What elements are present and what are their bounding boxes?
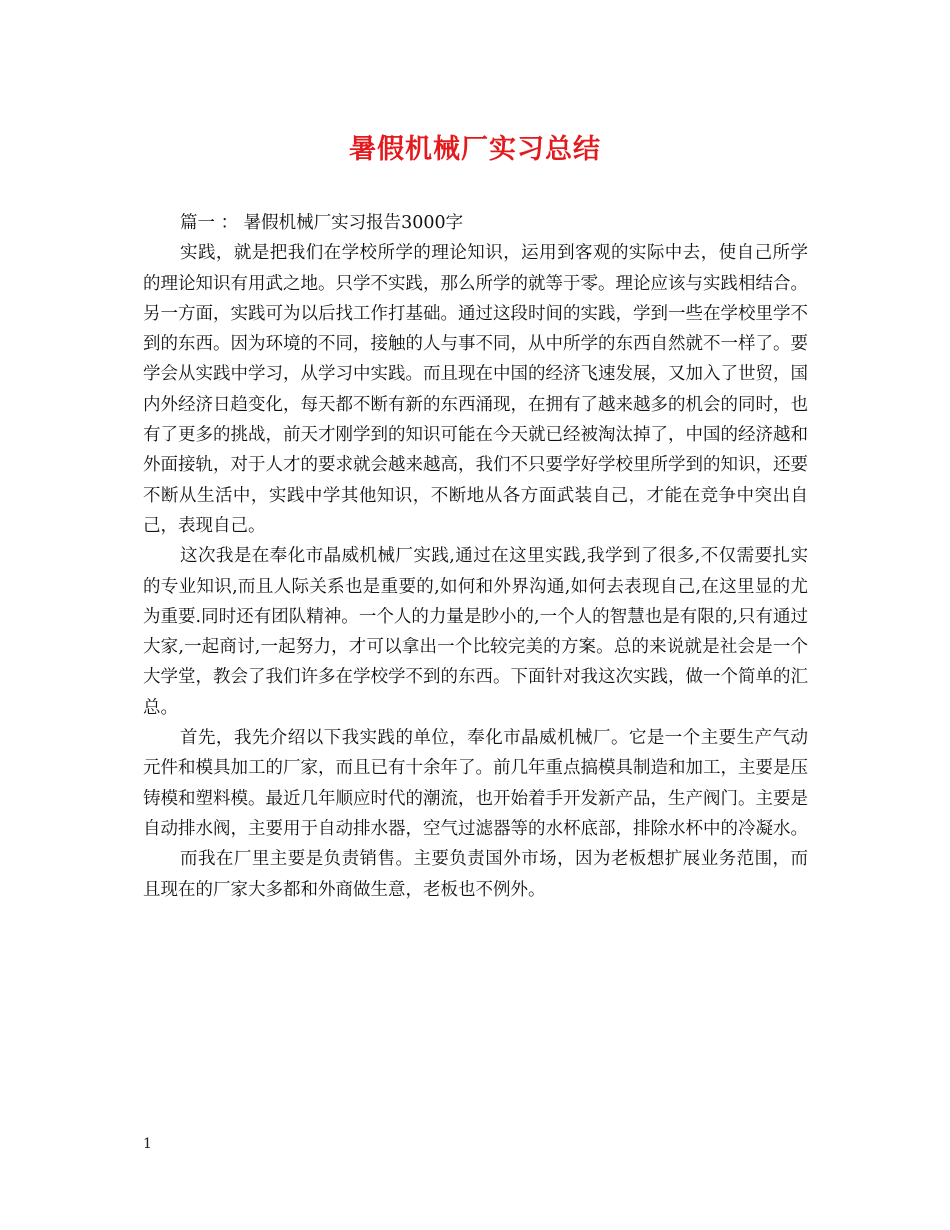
body-paragraph: 实践，就是把我们在学校所学的理论知识，运用到客观的实际中去，使自己所学的理论知识有用武之地。只学不实践，那么所学的就等于零。理论应该与实践相结合。另一方面，实践可为以后找工作打基础。通过这段时间的实践，学到一些在学校里学不到的东西。因为环境的不同，接触的人与事不同，从中所学的东西自然就不一样了。要学会从实践中学习，从学习中实践。而且现在中国的经济飞速发展，又加入了世贸，国内外经济日趋变化，每天都不断有新的东西涌现，在拥有了越来越多的机会的同时，也有了更多的挑战，前天才刚学到的知识可能在今天就已经被淘汰掉了，中国的经济越和外面接轨，对于人才的要求就会越来越高，我们不只要学好学校里所学到的知识，还要不断从生活中，实践中学其他知识，不断地从各方面武装自己，才能在竞争中突出自己，表现自己。: [143, 243, 808, 536]
body-paragraph: 首先，我先介绍以下我实践的单位，奉化市晶威机械厂。它是一个主要生产气动元件和模具加工的厂家，而且已有十余年了。前几年重点搞模具制造和加工，主要是压铸模和塑料模。最近几年顺应时代的潮流，也开始着手开发新产品，生产阀门。主要是自动排水阀，主要用于自动排水器，空气过滤器等的水杯底部，排除水杯中的冷凝水。: [143, 728, 808, 839]
page-number: 1: [143, 1136, 152, 1152]
body-paragraph: 而我在厂里主要是负责销售。主要负责国外市场，因为老板想扩展业务范围，而且现在的厂家大多都和外商做生意，老板也不例外。: [143, 849, 808, 900]
section-heading: 篇一 ： 暑假机械厂实习报告3000字: [180, 213, 464, 233]
body-paragraph: 这次我是在奉化市晶威机械厂实践,通过在这里实践,我学到了很多,不仅需要扎实的专业知识,而且人际关系也是重要的,如何和外界沟通,如何去表现自己,在这里显的尤为重要.同时还有团队精神。一个人的力量是眇小的,一个人的智慧也是有限的,只有通过大家,一起商讨,一起努力，才可以拿出一个比较完美的方案。总的来说就是社会是一个大学堂，教会了我们许多在学校学不到的东西。下面针对我这次实践，做一个简单的汇总。: [143, 546, 808, 718]
document-body: [143, 208, 808, 905]
document-title: 暑假机械厂实习总结: [349, 134, 601, 165]
